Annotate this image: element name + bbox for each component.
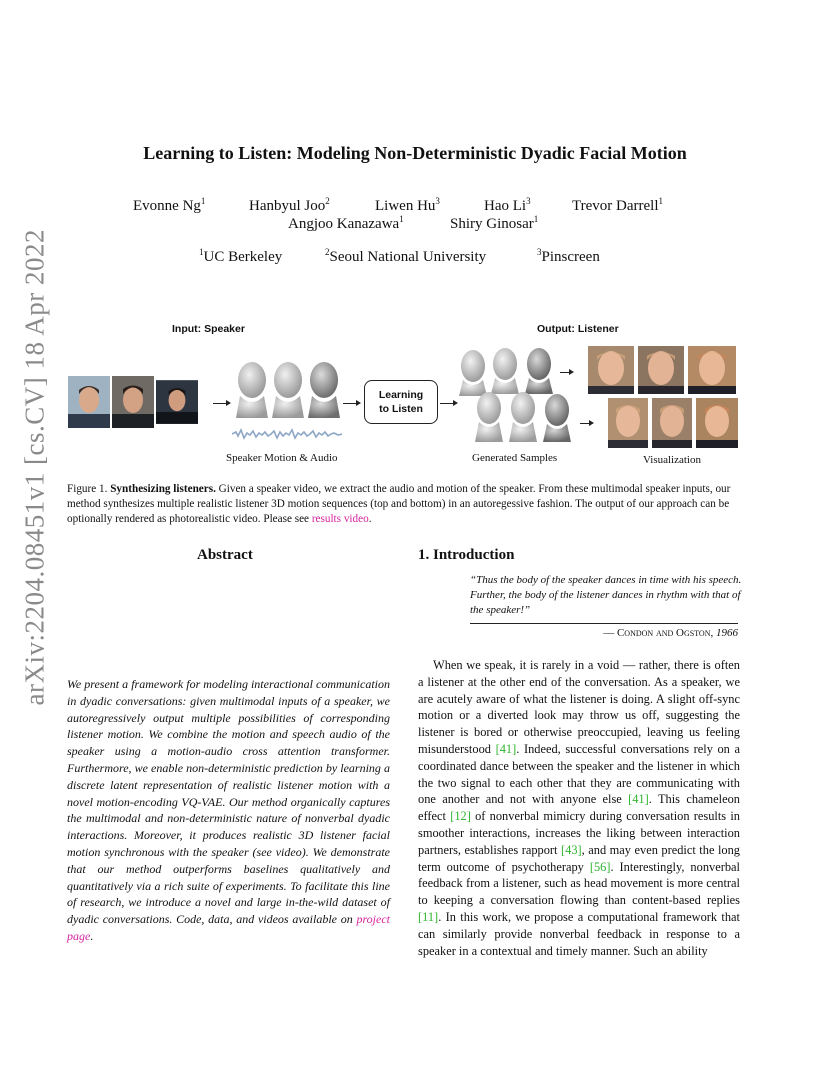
figure-caption-text: Given a speaker video, we extract the audio and motion of the speaker. From these multimodal speaker inputs, our method synthesizes multiple realistic listener 3D motion sequences (top and bottom) in an autoregessive fashion. The output of our approach can be optionally rendered as photorealistic video. Please see — [67, 483, 731, 525]
author: Liwen Hu$^3$ — [375, 196, 440, 214]
abstract-heading: Abstract — [197, 547, 253, 563]
figure-input-label: Input: Speaker — [172, 323, 245, 335]
arrow-icon — [440, 403, 454, 404]
author: Hanbyul Joo$^2$ — [249, 196, 330, 214]
samples-subcaption: Generated Samples — [472, 452, 558, 464]
speaker-photo — [112, 376, 154, 428]
listener-photos-bottom — [608, 398, 738, 448]
figure-caption-label: Figure 1. — [67, 483, 108, 495]
author: Angjoo Kanazawa$^1$ — [288, 214, 404, 232]
paper-title: Learning to Listen: Modeling Non-Deterministic Dyadic Facial Motion — [143, 143, 687, 163]
speaker-3d-heads-icon — [232, 356, 344, 422]
citation-link[interactable]: [41] — [495, 741, 517, 756]
results-video-link[interactable]: results video — [311, 513, 369, 525]
learning-to-listen-box: Learning to Listen — [364, 380, 438, 424]
author: Hao Li$^3$ — [484, 196, 531, 214]
intro-heading: 1. Introduction — [418, 547, 515, 563]
affiliation: $^3$Pinscreen — [537, 247, 600, 265]
arrow-head-icon — [589, 420, 594, 426]
arrow-icon — [213, 403, 227, 404]
author: Trevor Darrell$^1$ — [572, 196, 664, 214]
speaker-subcaption: Speaker Motion & Audio — [226, 452, 338, 464]
generated-samples-heads-icon — [457, 346, 575, 446]
epigraph-quote: “Thus the body of the speaker dances in time with his speech. Further, the body of the listener dances in rhythm with that of the speaker!” — [470, 574, 742, 616]
citation-link[interactable]: [11] — [418, 909, 439, 924]
citation-link[interactable]: [56] — [589, 859, 611, 874]
affiliation: $^1$UC Berkeley — [199, 247, 283, 265]
figure-output-label: Output: Listener — [537, 323, 619, 335]
citation-link[interactable]: [12] — [450, 809, 471, 824]
figure-caption-bold: Synthesizing listeners. — [110, 483, 216, 495]
arrow-head-icon — [356, 400, 361, 406]
epigraph-attribution: — Condon and Ogston, 1966 — [603, 627, 738, 639]
abstract-body: We present a framework for modeling interactional communication in dyadic conversations: given multimodal inputs of a speaker, we autoregressively output multiple possibilities of corresponding listener motion. We combine the motion and speech audio of the speaker using a motion-audio cross attention transformer. Furthermore, we enable non-deterministic prediction by learning a discrete latent representation of realistic listener motion with a novel motion-encoding VQ-VAE. Our method organically captures the multimodal and non-deterministic nature of nonverbal dyadic interactions. Moreover, it produces realistic 3D listener facial motion synchronous with the speaker (see video). We demonstrate that our method outperforms baselines qualitatively and quantitatively via a rich suite of experiments. To facilitate this line of research, we introduce a novel and large in-the-wild dataset of dyadic conversations. Code, data, and videos available on project page. — [67, 677, 390, 943]
speaker-photo — [68, 376, 110, 428]
project-page-link[interactable]: project page — [67, 912, 390, 943]
arxiv-stamp: arXiv:2204.08451v1 [cs.CV] 18 Apr 2022 — [19, 229, 50, 706]
arrow-head-icon — [569, 369, 574, 375]
figure-caption: Figure 1. Synthesizing listeners. Given a speaker video, we extract the audio and motion of the speaker. From these multimodal speaker inputs, our method synthesizes multiple realistic listener 3D motion sequences (top and bottom) in an autoregessive fashion. The output of our approach can be optionally rendered as photorealistic video. Please see results video. — [67, 483, 731, 525]
speaker-photo — [156, 376, 198, 428]
visualization-subcaption: Visualization — [643, 454, 701, 466]
arrow-head-icon — [226, 400, 231, 406]
affiliation: $^2$Seoul National University — [325, 247, 487, 265]
author: Shiry Ginosar$^1$ — [450, 214, 539, 232]
arrow-icon — [343, 403, 357, 404]
epigraph-rule — [470, 623, 738, 624]
audio-waveform-icon — [232, 428, 342, 440]
citation-link[interactable]: [41] — [628, 792, 649, 807]
citation-link[interactable]: [43] — [561, 842, 582, 857]
author: Evonne Ng$^1$ — [133, 196, 206, 214]
listener-photos-top — [588, 346, 736, 394]
intro-body: When we speak, it is rarely in a void — rather, there is often a listener at the other end of the conversation. As a speaker, we are acutely aware of what the listener is doing. A slight off-sync motion or a diverted look may throw us off, suggesting the listener is bored or otherwise preoccupied, leaving us feeling misunderstood [41]. Indeed, successful conversations rely on a coordinated dance between the speaker and the listener in which the two signal to each other that they are communicating with one another and not with anyone else [41]. This chameleon effect [12] of nonverbal mimicry during conversation results in smoother interactions, increases the liking between interaction partners, establishes rapport [43], and may even predict the long term outcome of psychotherapy [56]. Interestingly, nonverbal feedback from a listener, such as head movement is more central to keeping a conversation flowing than content-based replies [11]. In this work, we propose a computational framework that can similarly provide nonverbal feedback in response to a speaker in a contextual and timely manner. Such an ability — [418, 658, 740, 958]
